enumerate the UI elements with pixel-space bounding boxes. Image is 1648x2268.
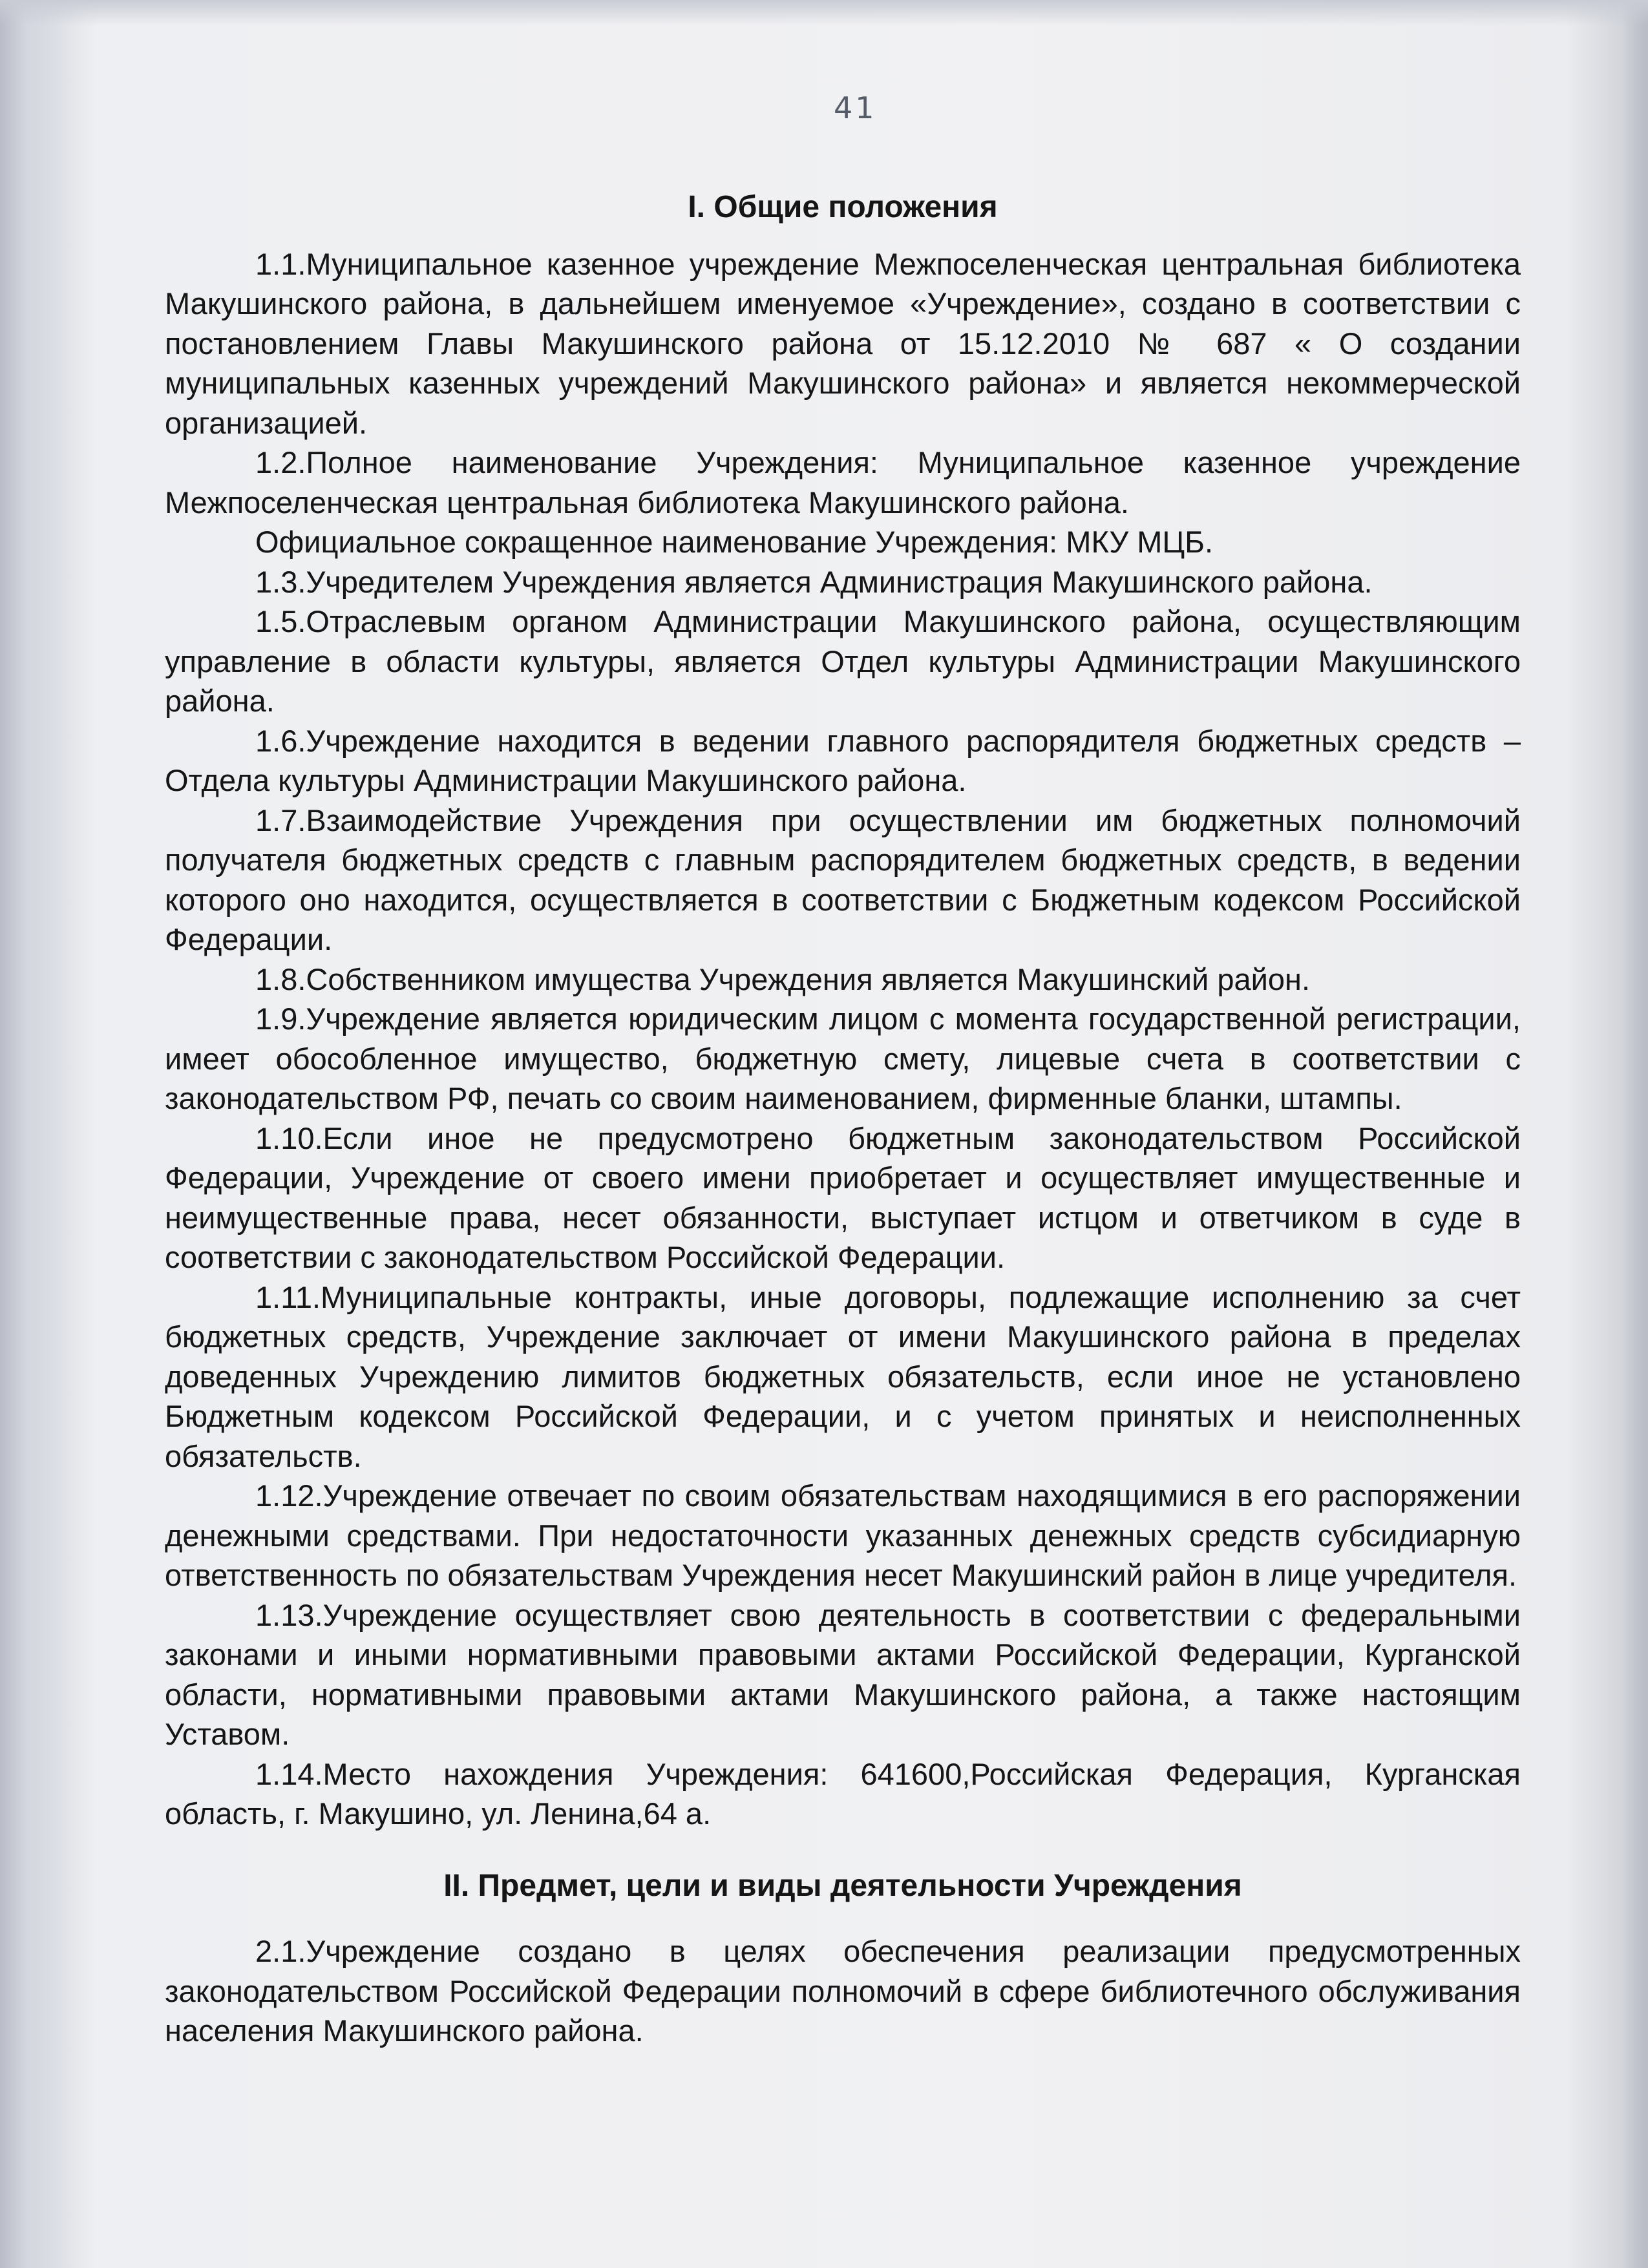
- paragraph-1-13: 1.13.Учреждение осуществляет свою деятельность в соответствии с федеральными законами и иными нормативными правовыми актами Российской Федерации, Курганской области, нормативными правовыми актами Макушинского района, а также настоящим Уставом.: [165, 1597, 1521, 1751]
- paragraph-1-2: 1.2.Полное наименование Учреждения: Муниципальное казенное учреждение Межпоселенческая центральная библиотека Макушинского района.: [165, 445, 1521, 520]
- section-2-title: II. Предмет, цели и виды деятельности Учреждения: [443, 1868, 1242, 1903]
- paragraph-short-name: Официальное сокращенное наименование Учреждения: МКУ МЦБ.: [255, 525, 1214, 559]
- paragraph-1-5: 1.5.Отраслевым органом Администрации Макушинского района, осуществляющим управление в области культуры, является Отдел культуры Администрации Макушинского района.: [165, 604, 1521, 718]
- paragraph-1-10: 1.10.Если иное не предусмотрено бюджетным законодательством Российской Федерации, Учреждение от своего имени приобретает и осуществляет имущественные и неимущественные права, несет обязанности, выступает истцом и ответчиком в суде в соответствии с законодательством Российской Федерации.: [165, 1120, 1521, 1274]
- paragraph-1-6: 1.6.Учреждение находится в ведении главного распорядителя бюджетных средств – Отдела культуры Администрации Макушинского района.: [165, 723, 1521, 797]
- paragraph-1-12: 1.12.Учреждение отвечает по своим обязательствам находящимися в его распоряжении денежными средствами. При недостаточности указанных денежных средств субсидиарную ответственность по обязательствам Учреждения несет Макушинский район в лице учредителя.: [165, 1478, 1521, 1592]
- handwritten-page-number: 41: [834, 90, 877, 125]
- paragraph-1-8: 1.8.Собственником имущества Учреждения является Макушинский район.: [255, 961, 1311, 996]
- paragraph-1-3: 1.3.Учредителем Учреждения является Администрация Макушинского района.: [255, 564, 1373, 599]
- paragraph-1-7: 1.7.Взаимодействие Учреждения при осуществлении им бюджетных полномочий получателя бюджетных средств с главным распорядителем бюджетных средств, в ведении которого оно находится, осуществляется в соответствии с Бюджетным кодексом Российской Федерации.: [165, 803, 1521, 956]
- section-1-title: I. Общие положения: [688, 190, 998, 224]
- page-right-shadow: [1622, 0, 1648, 2268]
- paragraph-2-1: 2.1.Учреждение создано в целях обеспечения реализации предусмотренных законодательством Российской Федерации полномочий в сфере библиотечного обслуживания населения Макушинского района.: [165, 1934, 1521, 2048]
- page-top-shadow: [0, 0, 1648, 26]
- paragraph-1-11: 1.11.Муниципальные контракты, иные договоры, подлежащие исполнению за счет бюджетных средств, Учреждение заключает от имени Макушинского района в пределах доведенных Учреждению лимитов бюджетных обязательств, если иное не установлено Бюджетным кодексом Российской Федерации, и с учетом принятых и неисполненных обязательств.: [165, 1279, 1521, 1473]
- paragraph-1-1: 1.1.Муниципальное казенное учреждение Межпоселенческая центральная библиотека Макушинского района, в дальнейшем именуемое «Учреждение», создано в соответствии с постановлением Главы Макушинского района от 15.12.2010 № 687 « О создании муниципальных казенных учреждений Макушинского района» и является некоммерческой организацией.: [165, 246, 1521, 440]
- document-body: [165, 187, 1521, 2051]
- page-left-shadow: [0, 0, 97, 2268]
- paragraph-1-14: 1.14.Место нахождения Учреждения: 641600,Российская Федерация, Курганская область, г. Макушино, ул. Ленина,64 а.: [165, 1756, 1521, 1831]
- paragraph-1-9: 1.9.Учреждение является юридическим лицом с момента государственной регистрации, имеет обособленное имущество, бюджетную смету, лицевые счета в соответствии с законодательством РФ, печать со своим наименованием, фирменные бланки, штампы.: [165, 1002, 1521, 1115]
